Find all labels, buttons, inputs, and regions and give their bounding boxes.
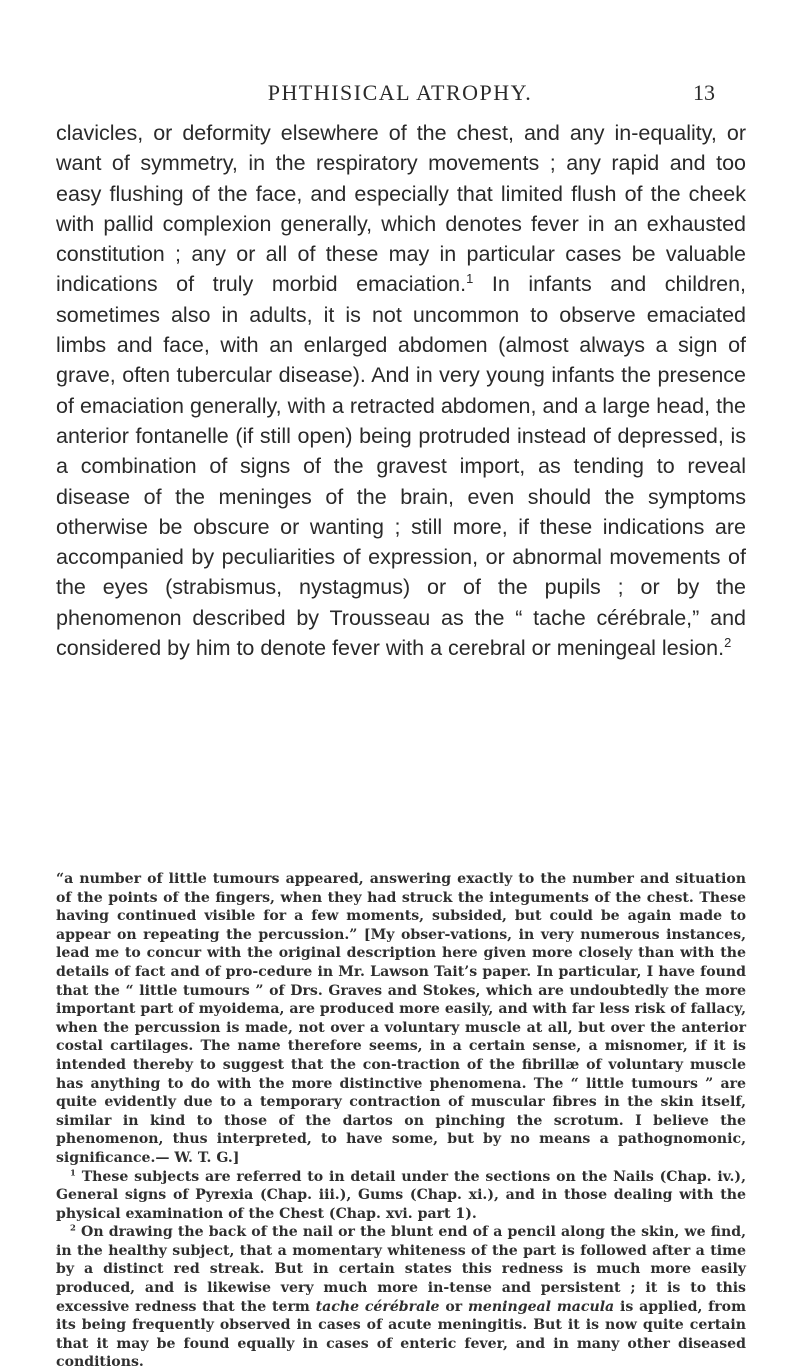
footnote-2-term-macula: meningeal macula	[467, 1298, 615, 1315]
footnote-1	[56, 1168, 746, 1224]
footnote-2-term-tache: tache cérébrale	[315, 1298, 440, 1315]
main-paragraph	[56, 118, 746, 663]
footnote-1-mark: 1	[70, 1166, 76, 1177]
footnote-2	[56, 1223, 746, 1372]
page-number: 13	[693, 80, 715, 105]
footnote-2-text-a: On drawing the back of the nail or the blunt end of a pencil along the skin, we find, in the healthy subject, that a momentary whiteness of the part is followed after a time by a distinct red streak. But in certain states this redness is much more easily produced, and is likewise very much more in-tense and persistent ; it is to this excessive redness that the term	[56, 1224, 746, 1315]
main-text	[56, 118, 746, 663]
main-text-part-2: In infants and children, sometimes also in adults, it is not uncommon to observe emaciated limbs and face, with an enlarged abdomen (almost always a sign of grave, often tubercular disease). And in very young infants the presence of emaciation generally, with a retracted abdomen, and a large head, the anterior fontanelle (if still open) being protruded instead of depressed, is a combination of signs of the gravest import, as tending to reveal disease of the meninges of the brain, even should the symptoms otherwise be obscure or wanting ; still more, if these indications are accompanied by peculiarities of expression, or abnormal movements of the eyes (strabismus, nystagmus) or of the pupils ; or by the phenomenon described by Trousseau as the “ tache cérébrale,” and considered by him to denote fever with a cerebral or meningeal lesion.	[56, 272, 746, 661]
footnote-ref-1: 1	[466, 271, 474, 287]
running-head	[0, 80, 800, 110]
footnote-2-mark: 2	[70, 1222, 76, 1233]
footnote-2-or: or	[439, 1298, 468, 1315]
footnote-2-text-b: is applied, from its being frequently observed in cases of acute meningitis. But it is now quite certain that it may be found equally in cases of enteric fever, and in many other diseased conditions.	[56, 1298, 746, 1371]
footnote-1-text: These subjects are referred to in detail under the sections on the Nails (Chap. iv.), General signs of Pyrexia (Chap. iii.), Gums (Chap. xi.), and in those dealing with the physical examination of the Chest (Chap. xvi. part 1).	[56, 1168, 746, 1222]
footnote-continued: “a number of little tumours appeared, answering exactly to the number and situation of the points of the fingers, when they had struck the integuments of the chest. These having continued visible for a few moments, subsided, but could be again made to appear on repeating the percussion.” [My obser-vations, in very numerous instances, lead me to concur with the original description here given more closely than with the details of fact and of pro-cedure in Mr. Lawson Tait’s paper. In particular, I have found that the “ little tumours ” of Drs. Graves and Stokes, which are undoubtedly the more important part of myoidema, are produced more easily, and with far less risk of fallacy, when the percussion is made, not over a voluntary muscle at all, but over the anterior costal cartilages. The name therefore seems, in a certain sense, a misnomer, if it is intended thereby to suggest that the con-traction of the fibrillæ of voluntary muscle has anything to do with the more distinctive phenomena. The “ little tumours ” are quite evidently due to a temporary contraction of muscular fibres in the skin itself, similar in kind to those of the dartos on pinching the scrotum. I believe the phenomenon, thus interpreted, to have some, but by no means a pathognomonic, significance.— W. T. G.]	[56, 871, 746, 1166]
footnotes	[56, 870, 746, 1372]
running-title: PHTHISICAL ATROPHY.	[267, 80, 533, 105]
main-text-part-1: clavicles, or deformity elsewhere of the chest, and any in-equality, or want of symmetry, in the respiratory movements ; any rapid and too easy flushing of the face, and especially that limited flush of the cheek with pallid complexion generally, which denotes fever in an exhausted constitution ; any or all of these may in particular cases be valuable indications of truly morbid emaciation.	[56, 121, 746, 297]
footnote-ref-2: 2	[724, 634, 732, 650]
